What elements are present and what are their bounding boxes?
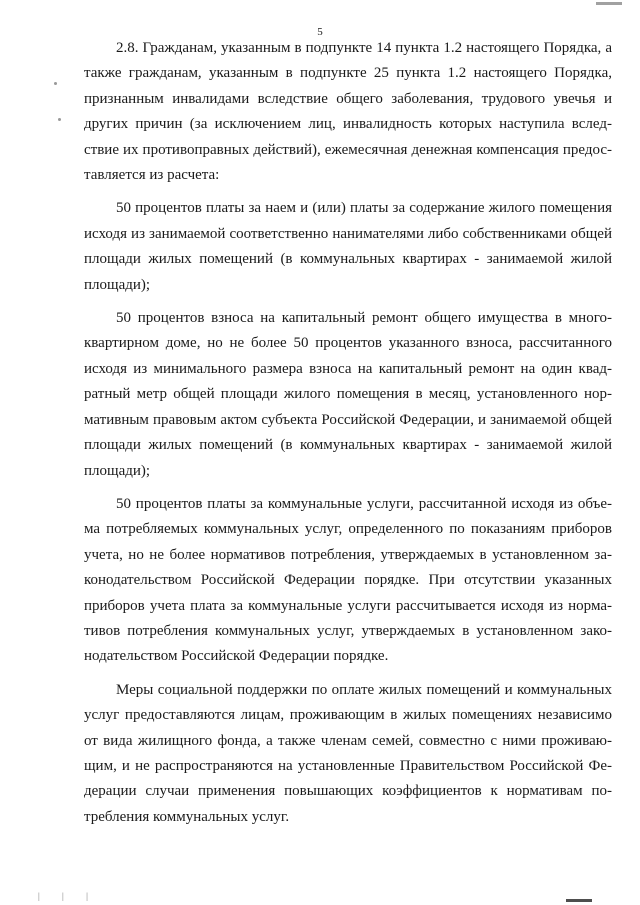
paragraph-capital-repair: 50 процентов взноса на капитальный ремонт общего имущества в многоквартирном доме, но не более 50 процентов указанного взноса, рассчитанного исходя из минимального размера взноса на капитальный ремонт на один квадратный метр общей площади жилого помещения в месяц, установленного нормативным правовым актом субъекта Российской Федерации, и занимаемой общей площади жилых помещений (в коммунальных квартирах - занимаемой жилой площади); [84, 310, 612, 479]
scan-binding-ticks: | | | [38, 891, 98, 901]
scan-margin-dot [54, 82, 57, 85]
page-number: 5 [317, 26, 323, 38]
paragraph-utilities: 50 процентов платы за коммунальные услуги, рассчитанной исходя из объема потребляемых коммунальных услуг, определенного по показаниям приборов учета, но не более нормативов потребления, утверждаемых в установленном законодательством Российской Федерации порядке. При отсутствии указанных приборов учета плата за коммунальные услуги рассчитывается исходя из нормативов потребления коммунальных услуг, утверждаемых в установленном законодательством Российской Федерации порядке. [84, 495, 612, 665]
document-body [84, 36, 612, 838]
paragraph-social-support: Меры социальной поддержки по оплате жилых помещений и коммунальных услуг предоставляются лицам, проживающим в жилых помещениях независимо от вида жилищного фонда, а также членам семей, совместно с ними проживающим, и не распространяются на установленные Правительством Российской Федерации случаи применения повышающих коэффициентов к нормативам потребления коммунальных услуг. [84, 681, 612, 825]
scan-corner-mark-bottom [566, 899, 592, 902]
scan-margin-dot [58, 118, 61, 121]
scan-corner-mark-top [596, 2, 622, 5]
paragraph-rent-compensation: 50 процентов платы за наем и (или) платы за содержание жилого помещения исходя из занимаемой соответственно нанимателями либо собственниками общей площади жилых помещений (в коммунальных квартирах - занимаемой жилой площади); [84, 200, 612, 293]
paragraph-2-8: 2.8. Гражданам, указанным в подпункте 14 пункта 1.2 настоящего Порядка, а также гражданам, указанным в подпункте 25 пункта 1.2 настоящего Порядка, признанным инвалидами вследствие общего заболевания, трудового увечья и других причин (за исключением лиц, инвалидность которых наступила вследствие их противоправных действий), ежемесячная денежная компенсация предоставляется из расчета: [84, 40, 612, 184]
